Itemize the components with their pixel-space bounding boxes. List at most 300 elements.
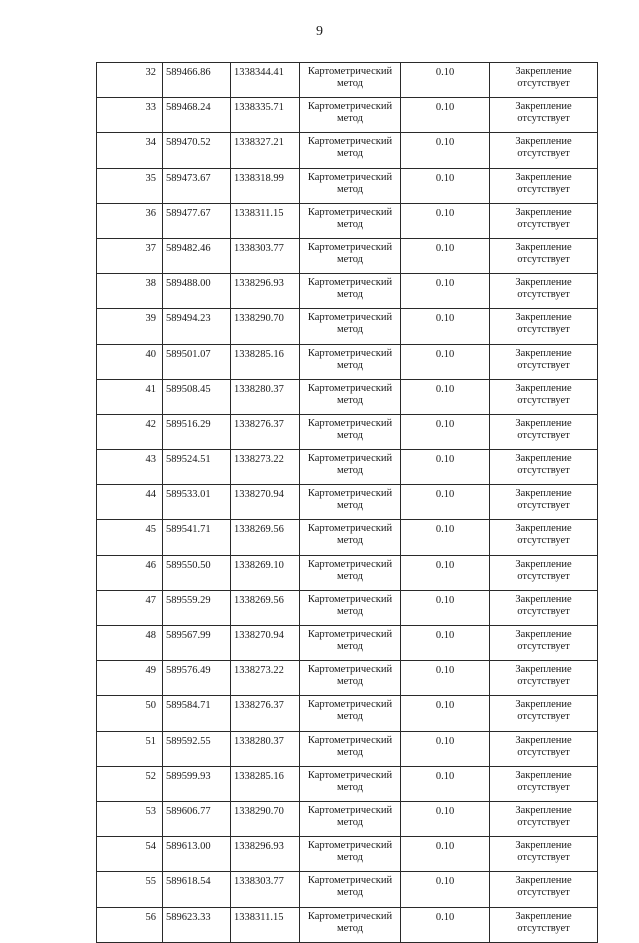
table-row	[97, 766, 598, 801]
method-line-2: метод	[336, 113, 364, 125]
method-line-2: метод	[336, 324, 364, 336]
x-coordinate: 589501.07	[166, 348, 211, 360]
method-line-1: Картометрический	[307, 840, 393, 852]
fixation-line-1: Закрепление	[515, 875, 572, 887]
method-line-2: метод	[336, 887, 364, 899]
method-line-1: Картометрический	[307, 523, 393, 535]
fixation-line-1: Закрепление	[515, 277, 572, 289]
y-coordinate: 1338303.77	[234, 876, 284, 888]
accuracy-cell	[401, 203, 490, 238]
fixation-line-2: отсутствует	[517, 78, 570, 89]
accuracy-value: 0.10	[435, 524, 455, 536]
method-cell	[300, 696, 401, 731]
y-coordinate: 1338269.10	[234, 559, 284, 571]
accuracy-cell	[401, 731, 490, 766]
method-cell	[300, 766, 401, 801]
y-coordinate-cell	[231, 168, 300, 203]
method-line-1: Картометрический	[307, 136, 393, 148]
x-coordinate-cell	[163, 238, 231, 273]
y-coordinate: 1338290.70	[234, 313, 284, 325]
y-coordinate-cell	[231, 731, 300, 766]
x-coordinate: 589466.86	[166, 67, 211, 78]
point-number-cell	[97, 696, 163, 731]
point-number: 56	[145, 911, 156, 923]
fixation-cell	[490, 274, 598, 309]
accuracy-value: 0.10	[435, 559, 455, 571]
accuracy-cell	[401, 872, 490, 907]
x-coordinate-cell	[163, 98, 231, 133]
method-line-1: Картометрический	[307, 241, 393, 253]
x-coordinate: 589494.23	[166, 313, 211, 325]
method-line-1: Картометрический	[307, 488, 393, 500]
y-coordinate-cell	[231, 696, 300, 731]
accuracy-value: 0.10	[435, 418, 455, 430]
method-cell	[300, 731, 401, 766]
y-coordinate: 1338335.71	[234, 102, 284, 114]
method-line-2: метод	[336, 816, 364, 828]
accuracy-cell	[401, 696, 490, 731]
point-number-cell	[97, 98, 163, 133]
accuracy-cell	[401, 63, 490, 98]
y-coordinate: 1338311.15	[234, 207, 284, 219]
method-line-2: метод	[336, 429, 364, 441]
table-row	[97, 309, 598, 344]
fixation-line-1: Закрепление	[515, 171, 572, 183]
method-line-1: Картометрический	[307, 699, 393, 711]
fixation-cell	[490, 696, 598, 731]
fixation-line-2: отсутствует	[517, 183, 570, 195]
point-number-cell	[97, 344, 163, 379]
fixation-cell	[490, 766, 598, 801]
fixation-line-2: отсутствует	[517, 781, 570, 793]
x-coordinate-cell	[163, 414, 231, 449]
fixation-line-1: Закрепление	[515, 66, 572, 77]
table-row	[97, 485, 598, 520]
y-coordinate-cell	[231, 837, 300, 872]
method-line-2: метод	[336, 289, 364, 301]
method-line-2: метод	[336, 183, 364, 195]
y-coordinate-cell	[231, 344, 300, 379]
fixation-cell	[490, 907, 598, 942]
accuracy-value: 0.10	[435, 841, 455, 853]
table-row	[97, 274, 598, 309]
point-number: 45	[145, 524, 156, 536]
fixation-line-1: Закрепление	[515, 664, 572, 676]
x-coordinate: 589516.29	[166, 418, 211, 430]
y-coordinate-cell	[231, 590, 300, 625]
accuracy-cell	[401, 414, 490, 449]
fixation-line-2: отсутствует	[517, 711, 570, 723]
fixation-line-2: отсутствует	[517, 324, 570, 336]
fixation-line-1: Закрепление	[515, 769, 572, 781]
fixation-line-2: отсутствует	[517, 394, 570, 406]
accuracy-value: 0.10	[435, 911, 455, 923]
fixation-cell	[490, 872, 598, 907]
method-line-1: Картометрический	[307, 66, 393, 77]
point-number: 40	[145, 348, 156, 360]
accuracy-cell	[401, 98, 490, 133]
method-cell	[300, 168, 401, 203]
fixation-line-1: Закрепление	[515, 417, 572, 429]
method-cell	[300, 520, 401, 555]
accuracy-value: 0.10	[435, 489, 455, 501]
fixation-line-1: Закрепление	[515, 101, 572, 113]
point-number: 48	[145, 630, 156, 641]
point-number: 43	[145, 454, 156, 466]
method-cell	[300, 661, 401, 696]
x-coordinate: 589606.77	[166, 805, 211, 817]
y-coordinate: 1338296.93	[234, 841, 284, 853]
method-cell	[300, 238, 401, 273]
y-coordinate-cell	[231, 555, 300, 590]
accuracy-value: 0.10	[435, 313, 455, 325]
accuracy-cell	[401, 801, 490, 836]
x-coordinate-cell	[163, 837, 231, 872]
method-line-1: Картометрический	[307, 453, 393, 465]
point-number: 54	[145, 841, 156, 853]
fixation-cell	[490, 661, 598, 696]
method-line-2: метод	[336, 535, 364, 547]
x-coordinate-cell	[163, 485, 231, 520]
method-line-1: Картометрический	[307, 734, 393, 746]
fixation-line-1: Закрепление	[515, 629, 572, 640]
fixation-line-1: Закрепление	[515, 910, 572, 922]
fixation-line-2: отсутствует	[517, 887, 570, 899]
x-coordinate-cell	[163, 696, 231, 731]
method-line-1: Картометрический	[307, 382, 393, 394]
method-cell	[300, 133, 401, 168]
table-row	[97, 238, 598, 273]
fixation-cell	[490, 590, 598, 625]
y-coordinate: 1338280.37	[234, 735, 284, 747]
y-coordinate: 1338276.37	[234, 418, 284, 430]
method-line-2: метод	[336, 605, 364, 617]
fixation-cell	[490, 450, 598, 485]
fixation-line-1: Закрепление	[515, 523, 572, 535]
fixation-line-2: отсутствует	[517, 816, 570, 828]
point-number: 53	[145, 805, 156, 817]
fixation-line-1: Закрепление	[515, 840, 572, 852]
fixation-line-2: отсутствует	[517, 429, 570, 441]
fixation-line-1: Закрепление	[515, 136, 572, 148]
x-coordinate-cell	[163, 203, 231, 238]
x-coordinate-cell	[163, 133, 231, 168]
method-line-2: метод	[336, 570, 364, 582]
y-coordinate-cell	[231, 63, 300, 98]
method-line-2: метод	[336, 781, 364, 793]
point-number: 51	[145, 735, 156, 747]
x-coordinate: 589473.67	[166, 172, 211, 184]
table-row	[97, 555, 598, 590]
y-coordinate-cell	[231, 872, 300, 907]
fixation-line-1: Закрепление	[515, 382, 572, 394]
method-cell	[300, 98, 401, 133]
method-cell	[300, 555, 401, 590]
x-coordinate: 589468.24	[166, 102, 211, 114]
fixation-line-1: Закрепление	[515, 206, 572, 218]
method-line-2: метод	[336, 359, 364, 371]
fixation-cell	[490, 485, 598, 520]
method-line-2: метод	[336, 394, 364, 406]
method-line-1: Картометрический	[307, 629, 393, 640]
fixation-line-2: отсутствует	[517, 852, 570, 864]
accuracy-cell	[401, 661, 490, 696]
x-coordinate-cell	[163, 766, 231, 801]
y-coordinate: 1338285.16	[234, 770, 284, 782]
fixation-cell	[490, 414, 598, 449]
point-number: 33	[145, 102, 156, 114]
y-coordinate-cell	[231, 203, 300, 238]
method-line-1: Картометрический	[307, 875, 393, 887]
x-coordinate: 589533.01	[166, 489, 211, 501]
x-coordinate: 589477.67	[166, 207, 211, 219]
accuracy-value: 0.10	[435, 172, 455, 184]
method-line-1: Картометрический	[307, 277, 393, 289]
fixation-line-2: отсутствует	[517, 746, 570, 758]
accuracy-cell	[401, 168, 490, 203]
accuracy-cell	[401, 907, 490, 942]
y-coordinate: 1338344.41	[234, 67, 284, 78]
method-cell	[300, 485, 401, 520]
point-number-cell	[97, 414, 163, 449]
accuracy-value: 0.10	[435, 876, 455, 888]
method-cell	[300, 626, 401, 661]
method-line-1: Картометрический	[307, 664, 393, 676]
point-number-cell	[97, 907, 163, 942]
fixation-line-2: отсутствует	[517, 570, 570, 582]
y-coordinate-cell	[231, 274, 300, 309]
table-row	[97, 907, 598, 942]
method-line-2: метод	[336, 148, 364, 160]
accuracy-cell	[401, 555, 490, 590]
method-line-2: метод	[336, 500, 364, 512]
method-cell	[300, 309, 401, 344]
fixation-line-2: отсутствует	[517, 359, 570, 371]
accuracy-cell	[401, 238, 490, 273]
y-coordinate-cell	[231, 626, 300, 661]
accuracy-value: 0.10	[435, 278, 455, 290]
point-number-cell	[97, 626, 163, 661]
y-coordinate: 1338276.37	[234, 700, 284, 712]
point-number-cell	[97, 309, 163, 344]
y-coordinate-cell	[231, 133, 300, 168]
fixation-line-2: отсутствует	[517, 465, 570, 477]
x-coordinate-cell	[163, 344, 231, 379]
y-coordinate: 1338318.99	[234, 172, 284, 184]
accuracy-cell	[401, 485, 490, 520]
method-line-1: Картометрический	[307, 910, 393, 922]
method-line-1: Картометрический	[307, 804, 393, 816]
fixation-line-1: Закрепление	[515, 558, 572, 570]
method-line-2: метод	[336, 253, 364, 265]
x-coordinate-cell	[163, 520, 231, 555]
x-coordinate-cell	[163, 907, 231, 942]
x-coordinate: 589541.71	[166, 524, 211, 536]
accuracy-value: 0.10	[435, 242, 455, 254]
fixation-cell	[490, 203, 598, 238]
point-number-cell	[97, 837, 163, 872]
table-row	[97, 344, 598, 379]
y-coordinate-cell	[231, 450, 300, 485]
method-line-1: Картометрический	[307, 769, 393, 781]
x-coordinate: 589592.55	[166, 735, 211, 747]
method-line-1: Картометрический	[307, 312, 393, 324]
y-coordinate-cell	[231, 766, 300, 801]
x-coordinate-cell	[163, 801, 231, 836]
fixation-cell	[490, 555, 598, 590]
fixation-cell	[490, 801, 598, 836]
accuracy-value: 0.10	[435, 735, 455, 747]
accuracy-value: 0.10	[435, 665, 455, 677]
x-coordinate: 589613.00	[166, 841, 211, 853]
y-coordinate: 1338273.22	[234, 665, 284, 677]
fixation-line-1: Закрепление	[515, 241, 572, 253]
fixation-cell	[490, 520, 598, 555]
table-row	[97, 379, 598, 414]
accuracy-cell	[401, 274, 490, 309]
fixation-line-1: Закрепление	[515, 804, 572, 816]
fixation-line-2: отсутствует	[517, 641, 570, 652]
point-number: 39	[145, 313, 156, 325]
fixation-cell	[490, 168, 598, 203]
method-cell	[300, 907, 401, 942]
fixation-cell	[490, 309, 598, 344]
fixation-cell	[490, 63, 598, 98]
point-number: 36	[145, 207, 156, 219]
x-coordinate-cell	[163, 872, 231, 907]
accuracy-value: 0.10	[435, 454, 455, 466]
method-line-2: метод	[336, 676, 364, 688]
x-coordinate-cell	[163, 450, 231, 485]
fixation-line-1: Закрепление	[515, 699, 572, 711]
point-number-cell	[97, 63, 163, 98]
table-row	[97, 133, 598, 168]
point-number-cell	[97, 133, 163, 168]
method-line-1: Картометрический	[307, 206, 393, 218]
fixation-cell	[490, 379, 598, 414]
accuracy-value: 0.10	[435, 207, 455, 219]
method-cell	[300, 414, 401, 449]
table-row	[97, 63, 598, 98]
table-row	[97, 731, 598, 766]
y-coordinate: 1338269.56	[234, 524, 284, 536]
y-coordinate: 1338296.93	[234, 278, 284, 290]
y-coordinate: 1338290.70	[234, 805, 284, 817]
point-number: 37	[145, 242, 156, 254]
accuracy-value: 0.10	[435, 770, 455, 782]
method-line-2: метод	[336, 465, 364, 477]
accuracy-cell	[401, 133, 490, 168]
y-coordinate-cell	[231, 907, 300, 942]
table-row	[97, 837, 598, 872]
method-line-2: метод	[336, 852, 364, 864]
method-line-1: Картометрический	[307, 101, 393, 113]
accuracy-cell	[401, 520, 490, 555]
fixation-line-2: отсутствует	[517, 922, 570, 934]
method-cell	[300, 590, 401, 625]
x-coordinate-cell	[163, 379, 231, 414]
accuracy-cell	[401, 450, 490, 485]
point-number: 44	[145, 489, 156, 501]
point-number-cell	[97, 590, 163, 625]
x-coordinate-cell	[163, 661, 231, 696]
x-coordinate: 589584.71	[166, 700, 211, 712]
table-row	[97, 626, 598, 661]
y-coordinate: 1338311.15	[234, 911, 284, 923]
method-cell	[300, 63, 401, 98]
method-cell	[300, 872, 401, 907]
point-number-cell	[97, 450, 163, 485]
y-coordinate: 1338303.77	[234, 242, 284, 254]
method-line-1: Картометрический	[307, 171, 393, 183]
method-line-2: метод	[336, 922, 364, 934]
accuracy-value: 0.10	[435, 805, 455, 817]
x-coordinate: 589488.00	[166, 278, 211, 290]
fixation-line-1: Закрепление	[515, 734, 572, 746]
method-line-1: Картометрический	[307, 558, 393, 570]
fixation-cell	[490, 626, 598, 661]
table-row	[97, 872, 598, 907]
accuracy-value: 0.10	[435, 137, 455, 149]
y-coordinate-cell	[231, 414, 300, 449]
x-coordinate-cell	[163, 168, 231, 203]
fixation-line-2: отсутствует	[517, 500, 570, 512]
point-number-cell	[97, 731, 163, 766]
point-number-cell	[97, 520, 163, 555]
point-number: 47	[145, 594, 156, 606]
y-coordinate: 1338280.37	[234, 383, 284, 395]
method-cell	[300, 450, 401, 485]
fixation-cell	[490, 98, 598, 133]
point-number-cell	[97, 274, 163, 309]
fixation-line-2: отсутствует	[517, 218, 570, 230]
x-coordinate: 589524.51	[166, 454, 211, 466]
x-coordinate: 589508.45	[166, 383, 211, 395]
coordinates-table-body	[97, 63, 598, 943]
table-row	[97, 98, 598, 133]
fixation-line-1: Закрепление	[515, 312, 572, 324]
point-number: 46	[145, 559, 156, 571]
x-coordinate-cell	[163, 590, 231, 625]
x-coordinate-cell	[163, 274, 231, 309]
point-number: 34	[145, 137, 156, 149]
method-cell	[300, 203, 401, 238]
table-row	[97, 203, 598, 238]
method-line-2: метод	[336, 78, 364, 89]
point-number: 42	[145, 418, 156, 430]
y-coordinate-cell	[231, 661, 300, 696]
table-row	[97, 520, 598, 555]
fixation-line-1: Закрепление	[515, 347, 572, 359]
fixation-line-2: отсутствует	[517, 148, 570, 160]
point-number: 55	[145, 876, 156, 888]
fixation-line-2: отсутствует	[517, 605, 570, 617]
x-coordinate: 589618.54	[166, 876, 211, 888]
x-coordinate: 589550.50	[166, 559, 211, 571]
accuracy-cell	[401, 309, 490, 344]
y-coordinate: 1338269.56	[234, 594, 284, 606]
y-coordinate-cell	[231, 98, 300, 133]
fixation-cell	[490, 344, 598, 379]
accuracy-cell	[401, 590, 490, 625]
fixation-cell	[490, 238, 598, 273]
x-coordinate: 589482.46	[166, 242, 211, 254]
method-cell	[300, 379, 401, 414]
y-coordinate-cell	[231, 238, 300, 273]
point-number-cell	[97, 661, 163, 696]
method-line-2: метод	[336, 711, 364, 723]
y-coordinate: 1338285.16	[234, 348, 284, 360]
